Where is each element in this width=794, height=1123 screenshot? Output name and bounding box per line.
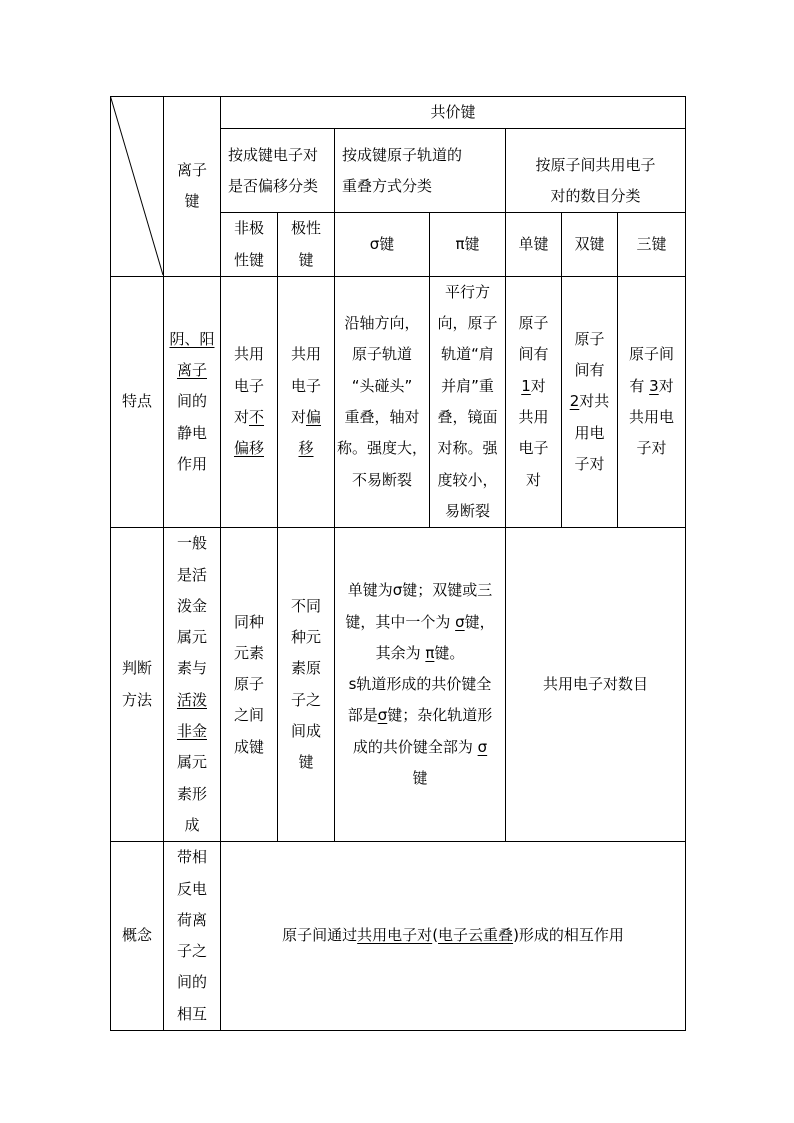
cell-line [506,229,561,260]
cell-line [430,277,505,308]
cell-text: 原子间 [629,345,675,364]
cell-text: 子对 [574,455,605,474]
cell-text: 重叠，轴对 [344,408,420,427]
cell-line [562,386,617,417]
cell-text: 间成 [290,722,321,741]
cell-line [164,418,220,449]
cell-text: s轨道形成的共价键全 [348,675,492,694]
underlined-text: 共用电子对 [357,926,433,945]
cell-line [164,560,220,591]
cell-line [278,213,334,244]
cell-text: 按成键原子轨道的 [342,145,463,164]
cell-line [221,732,277,763]
header-group-electron-pair-offset [221,129,335,213]
header-group-orbital-overlap [335,129,506,213]
cell-line [221,371,277,402]
cell-line [278,371,334,402]
cell-features-nonpolar [221,276,278,527]
cell-features-ionic [164,276,221,527]
underlined-text: π [425,643,435,662]
cell-line [164,591,220,622]
cell-line [164,810,220,841]
cell-line [335,402,429,433]
cell-line [111,920,163,951]
cell-line [221,607,277,638]
cell-text: 非极 [233,219,264,238]
cell-text: 键；杂化轨道形 [387,706,493,725]
cell-line [278,653,334,684]
cell-line [562,229,617,260]
cell-line [430,433,505,464]
header-type-pi [430,213,506,277]
cell-line [221,97,685,128]
cell-line [335,339,429,370]
cell-features-triple [618,276,686,527]
cell-text: 键 [298,250,314,269]
cell-concept-covalent [221,842,686,1031]
cell-line [221,433,277,464]
cell-line [335,229,429,260]
cell-features-pi [430,276,506,527]
cell-text: 键 [412,768,428,787]
cell-line [164,622,220,653]
corner-cell [111,97,164,277]
cell-line [618,433,685,464]
cell-text: 特点 [121,392,152,411]
cell-line [506,308,561,339]
cell-text: 对 [530,376,546,395]
cell-text: 对的数目分类 [550,186,641,205]
cell-line [228,140,334,171]
row-features [111,276,686,527]
underlined-text: σ [477,737,488,756]
cell-text: 荷离 [176,910,207,929]
cell-line [506,150,685,181]
cell-line [618,339,685,370]
cell-text: 素原 [290,659,321,678]
underlined-text: 非金 [176,722,207,741]
cell-text: 对称。强 [437,439,498,458]
underlined-text: 离子 [176,361,207,380]
cell-line [278,402,334,433]
underlined-text: 阴、阳 [169,329,215,348]
underlined-text: 3 [649,376,659,395]
cell-line [164,528,220,559]
cell-text: 共用 [518,408,549,427]
cell-text: 间有 [574,361,605,380]
header-ionic-bond [164,97,221,277]
header-type-triple [618,213,686,277]
cell-text: σ键 [369,234,395,253]
cell-line [618,402,685,433]
cell-text: 成的共价键全部为 [352,737,478,756]
cell-text: 一般 [176,534,207,553]
cell-text: 原子 [233,675,264,694]
cell-line [164,653,220,684]
cell-features-single [506,276,562,527]
underlined-text: 电子云重叠 [438,926,514,945]
cell-text: 成键 [233,737,264,756]
cell-text: 电子 [518,439,549,458]
cell-text: 重叠方式分类 [342,176,433,195]
cell-line [335,308,429,339]
cell-line [506,465,561,496]
cell-line [164,324,220,355]
cell-line [335,607,505,638]
cell-text: 键。 [434,643,465,662]
cell-judgement-sigma-pi [335,528,506,842]
underlined-text: 活泼 [176,690,207,709]
cell-text: 间的 [176,973,207,992]
cell-text: 泼金 [176,596,207,615]
header-type-polar [278,213,335,277]
cell-line [335,763,505,794]
cell-line [430,465,505,496]
cell-text: 概念 [121,926,152,945]
cell-text: 轨道“肩 [441,345,494,364]
cell-line [506,181,685,212]
cell-text: 共用电 [629,408,675,427]
cell-text: 对 [525,470,541,489]
row-judgement [111,528,686,842]
cell-text: 单键为σ键；双键或三 [347,581,493,600]
cell-text: 带相 [176,848,207,867]
cell-line [278,685,334,716]
cell-line [164,874,220,905]
cell-text: 键 [184,192,200,211]
underlined-text: 1 [521,376,531,395]
cell-text: 电子 [290,376,321,395]
cell-text: 是活 [176,565,207,584]
cell-text: 按原子间共用电子 [535,155,656,174]
cell-line [164,716,220,747]
cell-line [164,386,220,417]
cell-features-polar [278,276,335,527]
underlined-text: 偏 [306,408,322,427]
cell-line [278,622,334,653]
cell-line [221,920,685,951]
cell-text: 称。强度大， [336,439,427,458]
cell-text: 同种 [233,612,264,631]
cell-line [164,186,220,217]
cell-line [430,229,505,260]
underlined-text: 不 [249,408,265,427]
header-type-single [506,213,562,277]
cell-text: 素与 [176,659,207,678]
cell-text: 判断 [121,659,152,678]
cell-line [164,779,220,810]
cell-text: 属元 [176,628,207,647]
cell-text: 种元 [290,628,321,647]
cell-text: 子之 [176,942,207,961]
cell-text: 反电 [176,879,207,898]
cell-text: 平行方 [444,282,490,301]
cell-text: 键，其中一个为 [345,612,456,631]
cell-text: 双键 [574,234,605,253]
cell-text: 原子 [518,314,549,333]
underlined-text: 移 [298,439,314,458]
cell-text: 成 [184,815,200,834]
cell-judgement-polar [278,528,335,842]
cell-text: 共用电子对数目 [543,675,649,694]
cell-line [278,433,334,464]
cell-text: 不易断裂 [351,470,412,489]
cell-line [342,171,505,202]
cell-text: 用电 [574,423,605,442]
header-row-1 [111,97,686,129]
cell-text: 键 [298,753,314,772]
cell-text: 部是 [347,706,378,725]
cell-line [335,732,505,763]
underlined-text: 偏移 [233,439,264,458]
header-covalent-bond [221,97,686,129]
cell-text: 素形 [176,784,207,803]
cell-text: )形成的相互作用 [513,926,624,945]
row-label-features [111,276,164,527]
cell-judgement-ionic [164,528,221,842]
cell-line [111,653,163,684]
cell-text: 间的 [176,392,207,411]
cell-text: ( [432,926,439,945]
cell-text: 沿轴方向， [344,314,420,333]
bond-comparison-table [110,96,686,1031]
cell-line [430,308,505,339]
cell-text: “头碰头” [351,376,413,395]
cell-text: 对 [233,408,249,427]
cell-line [506,402,561,433]
cell-line [221,669,277,700]
cell-line [335,575,505,606]
cell-text: 电子 [233,376,264,395]
cell-line [618,371,685,402]
cell-text: 共价键 [430,103,476,121]
cell-judgement-bond-count [506,528,686,842]
underlined-text: σ [455,612,465,631]
cell-line [164,355,220,386]
cell-text: 并肩”重 [441,376,494,395]
cell-line [342,140,505,171]
cell-line [111,386,163,417]
underlined-text: 2 [569,392,580,411]
cell-text: 静电 [176,423,207,442]
cell-concept-ionic [164,842,221,1031]
cell-text: 作用 [176,455,207,474]
cell-line [562,355,617,386]
cell-line [562,449,617,480]
cell-line [506,433,561,464]
cell-text: 方法 [121,690,152,709]
cell-line [562,324,617,355]
cell-text: 子对 [636,439,667,458]
cell-text: 对共 [579,392,610,411]
cell-line [430,371,505,402]
cell-line [430,339,505,370]
cell-line [506,669,685,700]
row-label-judgement [111,528,164,842]
cell-line [278,747,334,778]
cell-text: 三键 [636,234,667,253]
cell-text: 易断裂 [444,501,490,520]
cell-line [506,371,561,402]
cell-text: 性键 [233,250,264,269]
cell-line [562,418,617,449]
underlined-text: σ [377,706,388,725]
cell-text: 向，原子 [437,314,498,333]
cell-line [506,339,561,370]
cell-line [164,747,220,778]
header-type-sigma [335,213,430,277]
cell-text: 度较小， [437,470,498,489]
cell-line [221,700,277,731]
cell-text: 不同 [290,596,321,615]
cell-line [164,936,220,967]
cell-line [164,905,220,936]
cell-line [430,402,505,433]
cell-line [221,339,277,370]
header-group-shared-pair-count [506,129,686,213]
cell-text: 子之 [290,690,321,709]
cell-line [164,449,220,480]
cell-text: 原子 [574,329,605,348]
cell-line [335,700,505,731]
cell-line [164,967,220,998]
cell-features-double [562,276,618,527]
cell-line [164,685,220,716]
header-type-nonpolar [221,213,278,277]
cell-text: 共用 [290,345,321,364]
cell-line [335,433,429,464]
cell-text: 之间 [233,706,264,725]
cell-text: 对 [658,376,674,395]
cell-line [228,171,334,202]
cell-line [278,245,334,276]
row-label-concept [111,842,164,1031]
cell-text: 按成键电子对 [228,145,319,164]
cell-features-sigma [335,276,430,527]
cell-text: 相互 [176,1004,207,1023]
cell-line [335,669,505,700]
cell-text: 属元 [176,753,207,772]
cell-text: 离子 [176,161,207,180]
cell-text: 原子轨道 [351,345,412,364]
cell-text: 是否偏移分类 [228,176,319,195]
cell-line [335,465,429,496]
cell-text: 单键 [518,234,549,253]
cell-line [278,716,334,747]
cell-line [164,155,220,186]
cell-line [221,402,277,433]
cell-line [335,371,429,402]
cell-text: 极性 [290,219,321,238]
cell-text: π键 [455,234,480,253]
cell-line [221,213,277,244]
cell-line [111,685,163,716]
cell-line [164,999,220,1030]
cell-line [221,638,277,669]
cell-text: 共用 [233,345,264,364]
cell-text: 对 [290,408,306,427]
cell-line [164,842,220,873]
cell-text: 原子间通过 [282,926,358,945]
row-concept [111,842,686,1031]
cell-line [335,638,505,669]
cell-line [278,591,334,622]
cell-text: 叠，镜面 [437,408,498,427]
cell-line [618,229,685,260]
cell-text: 其余为 [375,643,426,662]
header-type-double [562,213,618,277]
cell-text: 有 [629,376,650,395]
cell-line [430,496,505,527]
cell-text: 键， [464,612,495,631]
cell-line [221,245,277,276]
cell-text: 元素 [233,643,264,662]
cell-text: 间有 [518,345,549,364]
cell-line [278,339,334,370]
cell-judgement-nonpolar [221,528,278,842]
